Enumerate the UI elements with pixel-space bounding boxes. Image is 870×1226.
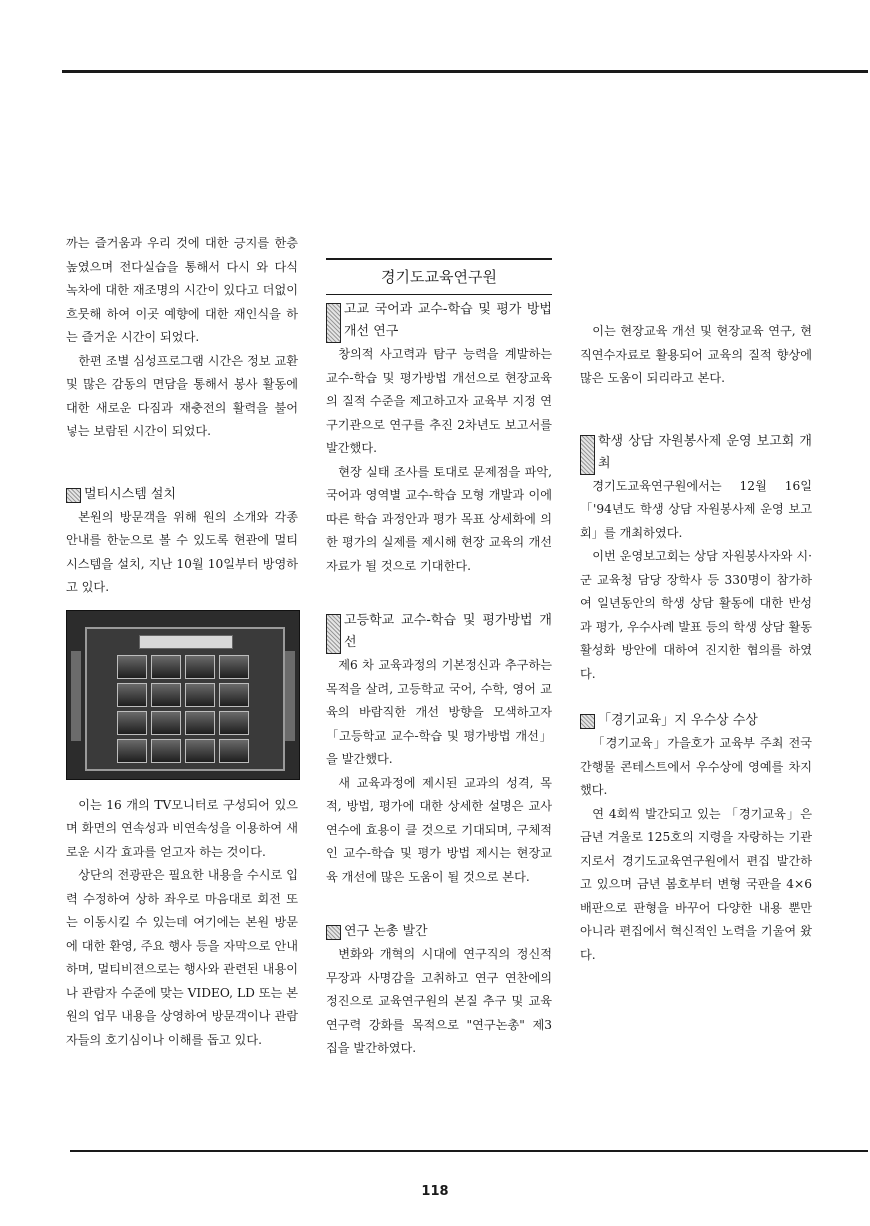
section1-paragraph-1: 창의적 사고력과 탐구 능력을 계발하는 교수-학습 및 평가방법 개선으로 현장교육의 질적 수준을 제고하고자 교육부 지정 연구기관으로 연구를 추진 2차년도 보고서를 발간했다. bbox=[326, 347, 552, 455]
led-signboard bbox=[139, 635, 233, 649]
section-heading-korean-teaching bbox=[326, 299, 552, 343]
multisystem-paragraph-2: 이는 16 개의 TV모니터로 구성되어 있으며 화면의 연속성과 비연속성을 이용하여 새로운 시각 효과를 얻고자 하는 것이다. bbox=[66, 797, 298, 859]
section2-paragraph-2: 새 교육과정에 제시된 교과의 성격, 목적, 방법, 평가에 대한 상세한 설명은 교사 연수에 효용이 클 것으로 기대되며, 구체적인 교수-학습 및 평가 방법 제시는 현장교육 개선에 많은 도움이 될 것으로 본다. bbox=[326, 775, 552, 884]
section-heading-highschool-teaching bbox=[326, 610, 552, 654]
intro-paragraph-1: 까는 즐거움과 우리 것에 대한 긍지를 한층 높였으며 전다실습을 통해서 다시 와 다식 녹차에 대한 재조명의 시간이 있다고 더없이 흐뭇해 하여 이곳 예향에 대한 재인식을 하는 즐거운 시간이 되었다. bbox=[66, 236, 298, 344]
hatched-square-icon bbox=[326, 925, 341, 940]
section2-paragraph-1: 제6 차 교육과정의 기본정신과 추구하는 목적을 살려, 고등학교 국어, 수학, 영어 교육의 바람직한 개선 방향을 모색하고자 「고등학교 교수-학습 및 평가방법 개선」을 발간했다. bbox=[326, 658, 552, 766]
hatched-square-icon bbox=[326, 303, 341, 343]
counseling-paragraph-2: 이번 운영보고회는 상담 자원봉사자와 시·군 교육청 담당 장학사 등 330명이 참가하여 일년동안의 학생 상담 활동에 대한 반성과 평가, 우수사례 발표 등의 학생 상담 활동 활성화 방안에 대하여 진지한 협의를 하였다. bbox=[580, 549, 812, 681]
column-right bbox=[580, 320, 812, 967]
section-heading-multisystem bbox=[66, 484, 298, 506]
page-number: 118 bbox=[421, 1184, 449, 1199]
award-paragraph-1: 「경기교육」가을호가 교육부 주최 전국 간행물 콘테스트에서 우수상에 영예를 차지했다. bbox=[580, 736, 812, 797]
section3-paragraph-1: 변화와 개혁의 시대에 연구직의 정신적 무장과 사명감을 고취하고 연구 연찬에의 정진으로 교육연구원의 본질 추구 및 교육연구력 강화를 목적으로 "연구논총" 제3 집을 발간하였다. bbox=[326, 947, 552, 1055]
section-heading-text: 학생 상담 자원봉사제 운영 보고회 개최 bbox=[598, 433, 812, 471]
column-left bbox=[66, 232, 298, 1052]
section-heading-research-journal bbox=[326, 921, 552, 943]
section-heading-text: 고등학교 교수-학습 및 평가방법 개선 bbox=[344, 613, 552, 650]
counseling-paragraph-1: 경기도교육연구원에서는 12월 16일 「'94년도 학생 상담 자원봉사제 운영 보고회」를 개최하였다. bbox=[580, 478, 812, 540]
hatched-square-icon bbox=[580, 714, 595, 729]
footer-rule bbox=[70, 1150, 868, 1152]
lead-paragraph: 이는 현장교육 개선 및 현장교육 연구, 현직연수자료로 활용되어 교육의 질적 향상에 많은 도움이 되리라고 본다. bbox=[580, 324, 812, 385]
hatched-square-icon bbox=[580, 435, 595, 475]
org-title: 경기도교육연구원 bbox=[326, 258, 552, 295]
multisystem-paragraph-1: 본원의 방문객을 위해 원의 소개와 각종 안내를 한눈으로 볼 수 있도록 현관에 멀티시스템을 설치, 지난 10월 10일부터 방영하고 있다. bbox=[66, 509, 298, 594]
section-heading-text: 「경기교육」지 우수상 수상 bbox=[598, 713, 758, 728]
hatched-square-icon bbox=[66, 488, 81, 503]
section1-paragraph-2: 현장 실태 조사를 토대로 문제점을 파악, 국어과 영역별 교수-학습 모형 개발과 이에 따른 학습 과정안과 평가 목표 상세화에 의한 평가의 실제를 제시해 현장 교육의 개선 자료가 될 것으로 기대한다. bbox=[326, 464, 552, 573]
section-heading-counseling-report bbox=[580, 431, 812, 475]
hatched-square-icon bbox=[326, 614, 341, 654]
multivision-frame bbox=[85, 627, 285, 771]
section-heading-award bbox=[580, 710, 812, 732]
section-heading-text: 연구 논총 발간 bbox=[344, 924, 428, 939]
header-rule bbox=[62, 70, 868, 73]
tv-monitor-grid bbox=[117, 655, 249, 763]
award-paragraph-2: 연 4회씩 발간되고 있는 「경기교육」은 금년 겨울로 125호의 지령을 자랑하는 기관지로서 경기도교육연구원에서 편집 발간하고 있으며 금년 봄호부터 변형 국판을 4×6배판으로 판형을 바꾸어 다양한 내용 뿐만 아니라 편집에서 혁신적인 노력을 기울여 왔다. bbox=[580, 806, 812, 962]
intro-paragraph-2: 한편 조별 심성프로그램 시간은 정보 교환 및 많은 감동의 면담을 통해서 봉사 활동에 대한 새로운 다짐과 재충전의 활력을 불어 넣는 보람된 시간이 되었다. bbox=[66, 353, 298, 438]
section-heading-text: 고교 국어과 교수-학습 및 평가 방법 개선 연구 bbox=[344, 302, 552, 339]
column-middle bbox=[326, 258, 552, 1061]
multisystem-paragraph-3: 상단의 전광판은 필요한 내용을 수시로 입력 수정하여 상하 좌우로 마음대로 회전 또는 이동시킬 수 있는데 여기에는 본원 방문에 대한 환영, 주요 행사 등을 자막으로 안내하며, 멀티비젼으로는 행사와 관련된 내용이나 관람자 수준에 맞는 VIDEO, LD 또는 본원의 업무 내용을 상영하여 방문객이나 관람자들의 호기심이나 이해를 돕고 있다. bbox=[66, 868, 298, 1047]
section-heading-text: 멀티시스템 설치 bbox=[84, 486, 177, 502]
multivision-photo bbox=[66, 610, 300, 780]
